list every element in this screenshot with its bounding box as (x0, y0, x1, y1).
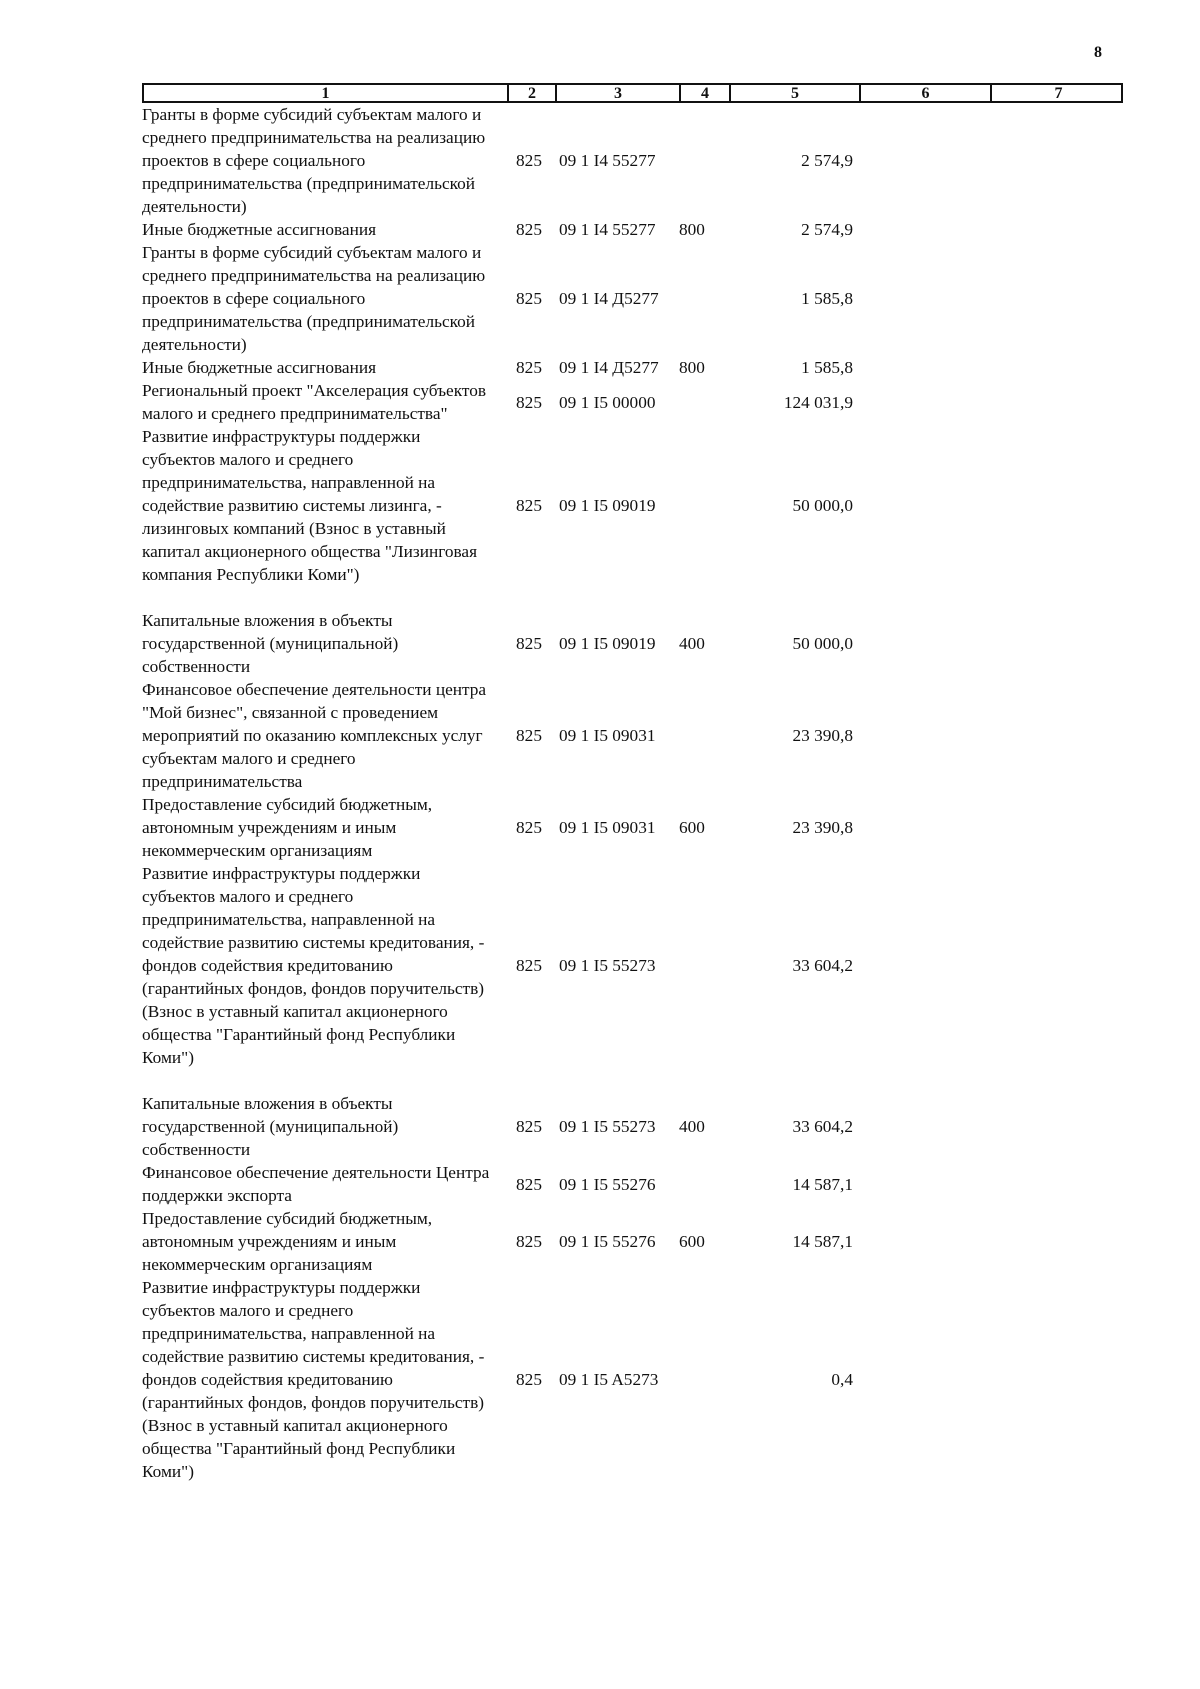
table-row (142, 1092, 1123, 1161)
row-admin-code: 825 (516, 1117, 542, 1136)
row-target-code: 09 1 I5 55273 (559, 1117, 656, 1136)
row-amount: 50 000,0 (792, 634, 853, 653)
table-row (142, 103, 1123, 218)
row-admin-code: 825 (516, 151, 542, 170)
row-target-code: 09 1 I5 09031 (559, 818, 656, 837)
row-target-code: 09 1 I4 55277 (559, 151, 656, 170)
row-admin-code: 825 (516, 726, 542, 745)
table-row (142, 1207, 1123, 1276)
column-number: 6 (859, 85, 990, 102)
row-description: Гранты в форме субсидий субъектам малого и среднего предпринимательства на реализацию проектов в сфере социального предпринимательства (предпринимательской деятельности) (142, 243, 486, 354)
row-target-code: 09 1 I4 55277 (559, 220, 656, 239)
table-row (142, 609, 1123, 678)
table-row (142, 425, 1123, 586)
row-admin-code: 825 (516, 496, 542, 515)
row-target-code: 09 1 I5 09019 (559, 496, 656, 515)
row-target-code: 09 1 I5 00000 (559, 392, 656, 412)
row-admin-code: 825 (516, 392, 542, 412)
row-amount: 124 031,9 (783, 392, 853, 412)
row-expense-type: 400 (679, 634, 705, 653)
row-amount: 23 390,8 (792, 818, 853, 837)
row-description: Региональный проект "Акселерация субъектов малого и среднего предпринимательства" (142, 381, 487, 423)
column-number-header (142, 83, 1123, 103)
row-admin-code: 825 (516, 1370, 542, 1389)
row-description: Иные бюджетные ассигнования (142, 220, 377, 239)
row-expense-type: 600 (679, 1232, 705, 1251)
row-expense-type: 400 (679, 1117, 705, 1136)
row-target-code: 09 1 I5 55276 (559, 1232, 656, 1251)
row-amount: 2 574,9 (801, 220, 853, 239)
row-admin-code: 825 (516, 358, 542, 377)
row-target-code: 09 1 I5 55273 (559, 956, 656, 975)
table-row (142, 218, 1123, 241)
row-description: Капитальные вложения в объекты государственной (муниципальной) собственности (142, 611, 399, 676)
table-row (142, 1161, 1123, 1207)
row-expense-type: 800 (679, 358, 705, 377)
row-admin-code: 825 (516, 1174, 542, 1194)
row-amount: 2 574,9 (801, 151, 853, 170)
row-target-code: 09 1 I4 Д5277 (559, 358, 659, 377)
row-target-code: 09 1 I5 09031 (559, 726, 656, 745)
column-number: 1 (321, 85, 330, 102)
table-row (142, 356, 1123, 379)
row-amount: 33 604,2 (792, 1117, 853, 1136)
row-description: Развитие инфраструктуры поддержки субъектов малого и среднего предпринимательства, направленной на содействие развитию системы кредитования, - фондов содействия кредитованию (гарантийных фондов, фондов поручительств) (Взнос в уставный капитал акционерного общества "Гарантийный фонд Республики Коми") (142, 864, 485, 1067)
row-amount: 1 585,8 (801, 289, 853, 308)
table-row (142, 379, 1123, 425)
row-description: Капитальные вложения в объекты государственной (муниципальной) собственности (142, 1094, 399, 1159)
row-expense-type: 800 (679, 220, 705, 239)
column-number: 7 (990, 85, 1125, 102)
row-target-code: 09 1 I4 Д5277 (559, 289, 659, 308)
row-description: Развитие инфраструктуры поддержки субъектов малого и среднего предпринимательства, направленной на содействие развитию системы лизинга, - лизинговых компаний (Взнос в уставный капитал акционерного общества "Лизинговая компания Республики Коми") (142, 427, 478, 584)
row-description: Финансовое обеспечение деятельности центра "Мой бизнес", связанной с проведением мероприятий по оказанию комплексных услуг субъектам малого и среднего предпринимательства (142, 680, 487, 791)
row-amount: 14 587,1 (792, 1174, 853, 1194)
column-number: 3 (555, 85, 679, 102)
row-expense-type: 600 (679, 818, 705, 837)
row-description: Иные бюджетные ассигнования (142, 358, 377, 377)
column-number: 4 (679, 85, 729, 102)
row-target-code: 09 1 I5 55276 (559, 1174, 656, 1194)
row-admin-code: 825 (516, 220, 542, 239)
row-amount: 1 585,8 (801, 358, 853, 377)
table-row (142, 1276, 1123, 1483)
row-description: Финансовое обеспечение деятельности Центра поддержки экспорта (142, 1163, 490, 1205)
column-number: 2 (507, 85, 555, 102)
page-number: 8 (1094, 44, 1102, 61)
budget-table (142, 83, 1123, 1483)
row-description: Предоставление субсидий бюджетным, автономным учреждениям и иным некоммерческим организациям (142, 1209, 433, 1274)
row-admin-code: 825 (516, 634, 542, 653)
row-target-code: 09 1 I5 A5273 (559, 1370, 659, 1389)
row-description: Гранты в форме субсидий субъектам малого и среднего предпринимательства на реализацию проектов в сфере социального предпринимательства (предпринимательской деятельности) (142, 105, 486, 216)
table-row (142, 793, 1123, 862)
row-amount: 14 587,1 (792, 1232, 853, 1251)
row-admin-code: 825 (516, 956, 542, 975)
row-admin-code: 825 (516, 818, 542, 837)
row-amount: 50 000,0 (792, 496, 853, 515)
table-row (142, 862, 1123, 1069)
row-target-code: 09 1 I5 09019 (559, 634, 656, 653)
row-admin-code: 825 (516, 1232, 542, 1251)
table-body (142, 103, 1123, 1483)
row-admin-code: 825 (516, 289, 542, 308)
row-amount: 33 604,2 (792, 956, 853, 975)
row-amount: 0,4 (831, 1370, 853, 1389)
table-row (142, 241, 1123, 356)
row-amount: 23 390,8 (792, 726, 853, 745)
row-description: Предоставление субсидий бюджетным, автономным учреждениям и иным некоммерческим организациям (142, 795, 433, 860)
column-number: 5 (729, 85, 859, 102)
row-description: Развитие инфраструктуры поддержки субъектов малого и среднего предпринимательства, направленной на содействие развитию системы кредитования, - фондов содействия кредитованию (гарантийных фондов, фондов поручительств) (Взнос в уставный капитал акционерного общества "Гарантийный фонд Республики Коми") (142, 1278, 485, 1481)
table-row (142, 678, 1123, 793)
